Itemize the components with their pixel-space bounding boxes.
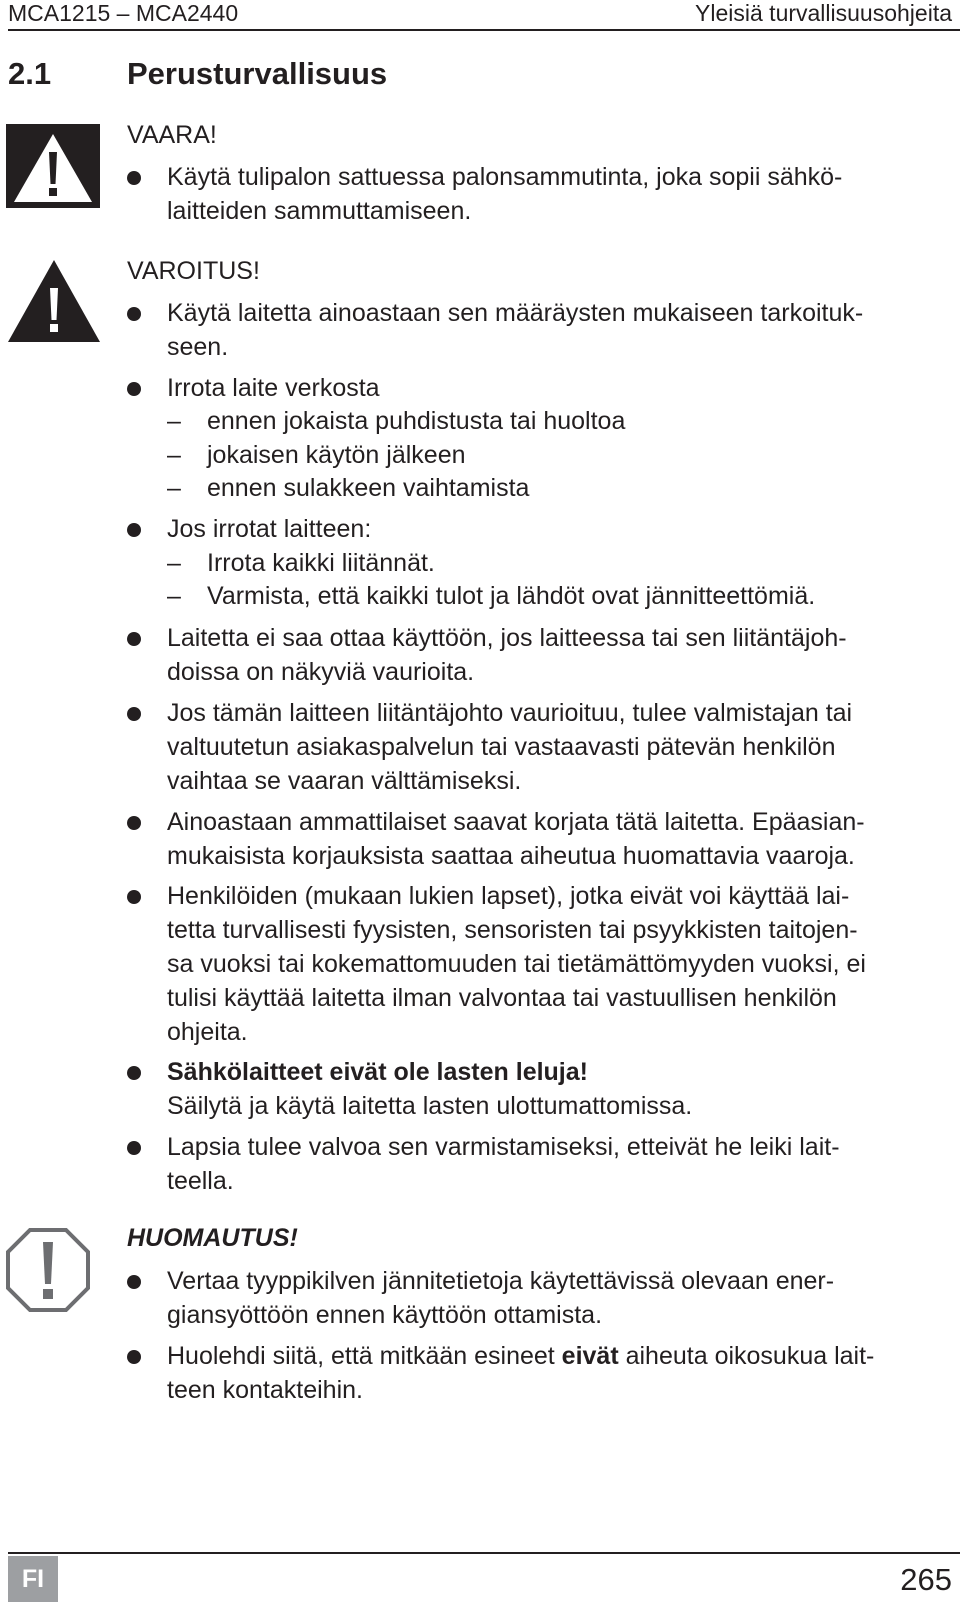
bullet-dot	[127, 171, 141, 185]
notice-item-2-pre: Huolehdi siitä, että mitkään esineet	[167, 1342, 562, 1370]
sub-text: ennen jokaista puhdistusta tai huoltoa	[207, 407, 626, 435]
danger-item-text: Käytä tulipalon sattuessa palonsammutinta, joka sopii sähkö- laitteiden sammuttamiseen.	[167, 163, 843, 225]
warning-item-6	[127, 805, 957, 873]
notice-item-2-bold: eivät	[561, 1342, 619, 1370]
bullet-dot	[127, 523, 141, 537]
bullet-dot	[127, 890, 141, 904]
warning-item-9-text: Lapsia tulee valvoa sen varmistamiseksi, etteivät he leiki lait- teella.	[167, 1133, 840, 1195]
warning-item-6-text: Ainoastaan ammattilaiset saavat korjata tätä laitetta. Epäasian- mukaisista korjauksista saattaa aiheutua huomattavia vaaroja.	[167, 808, 865, 870]
bullet-dot	[127, 707, 141, 721]
warning-item-2-text: Irrota laite verkosta	[167, 374, 380, 402]
warning-item-8-rest: Säilytä ja käytä laitetta lasten ulottumattomissa.	[167, 1092, 693, 1120]
notice-octagon-icon	[6, 1228, 90, 1312]
bullet-dot	[127, 816, 141, 830]
warning-label: VAROITUS!	[127, 257, 260, 285]
warning-item-3-sub-1: – Irrota kaikki liitännät.	[167, 546, 435, 580]
warning-item-2-sub-3: – ennen sulakkeen vaihtamista	[167, 471, 529, 505]
warning-item-4-text: Laitetta ei saa ottaa käyttöön, jos laitteessa tai sen liitäntäjoh- doissa on näkyviä vaurioita.	[167, 624, 847, 686]
notice-item-1-text: Vertaa tyyppikilven jännitetietoja käytettävissä olevaan ener- giansyöttöön ennen käyttöön ottamista.	[167, 1267, 835, 1329]
warning-item-5-text: Jos tämän laitteen liitäntäjohto vaurioituu, tulee valmistajan tai valtuutetun asiakaspalvelun tai vastaavasti pätevän henkilön vaihtaa se vaaran välttämiseksi.	[167, 699, 853, 795]
warning-item-2-sub-1: – ennen jokaista puhdistusta tai huoltoa	[167, 404, 625, 438]
warning-item-4	[127, 621, 957, 689]
bullet-dot	[127, 632, 141, 646]
notice-item-1	[127, 1264, 957, 1332]
warning-item-1	[127, 296, 957, 364]
language-badge: FI	[8, 1556, 58, 1602]
sub-text: Varmista, että kaikki tulot ja lähdöt ovat jännitteettömiä.	[207, 582, 816, 610]
page-number: 265	[900, 1562, 952, 1597]
section-number: 2.1	[8, 56, 52, 91]
header-section-name: Yleisiä turvallisuusohjeita	[695, 0, 952, 26]
sub-text: ennen sulakkeen vaihtamista	[207, 474, 530, 502]
sub-text: jokaisen käytön jälkeen	[207, 441, 466, 469]
section-title: Perusturvallisuus	[127, 56, 388, 91]
warning-item-3-sub-2: – Varmista, että kaikki tulot ja lähdöt ovat jännitteettömiä.	[167, 579, 815, 613]
notice-label: HUOMAUTUS!	[127, 1224, 298, 1252]
warning-item-1-text: Käytä laitetta ainoastaan sen määräysten mukaiseen tarkoituk- seen.	[167, 299, 864, 361]
warning-item-8-bold: Sähkölaitteet eivät ole lasten leluja!	[167, 1058, 588, 1086]
notice-item-2-text	[167, 1339, 957, 1407]
warning-item-5	[127, 696, 957, 798]
bullet-dot	[127, 1275, 141, 1289]
warning-item-2-sub-2: – jokaisen käytön jälkeen	[167, 438, 466, 472]
bullet-dot	[127, 382, 141, 396]
bullet-dot	[127, 1066, 141, 1080]
notice-item-2-post: aiheuta oikosukua lait-	[618, 1342, 875, 1370]
bullet-dot	[127, 1141, 141, 1155]
bullet-dot	[127, 1350, 141, 1364]
warning-item-3	[127, 512, 957, 546]
danger-item	[127, 160, 957, 228]
header-model: MCA1215 – MCA2440	[8, 0, 239, 26]
notice-item-2-line2: teen kontakteihin.	[167, 1376, 363, 1404]
warning-item-3-text: Jos irrotat laitteen:	[167, 515, 372, 543]
bullet-dot	[127, 307, 141, 321]
notice-item-2	[127, 1339, 957, 1407]
warning-item-7-text: Henkilöiden (mukaan lukien lapset), jotka eivät voi käyttää lai- tetta turvallisesti fyysisten, sensoristen tai psyykkisten taitojen- sa vuoksi tai kokemattomuuden tai tietämättömyyden vuoksi, ei tulisi käyttää laitetta ilman valvontaa tai vastuullisen henkilön ohjeita.	[167, 882, 866, 1046]
warning-item-7	[127, 879, 957, 1049]
header-rule	[8, 29, 960, 31]
warning-triangle-icon	[6, 258, 102, 344]
warning-item-9	[127, 1130, 957, 1198]
sub-text: Irrota kaikki liitännät.	[207, 549, 435, 577]
footer-rule	[8, 1552, 960, 1554]
warning-item-2	[127, 371, 957, 405]
warning-item-8-text	[167, 1055, 957, 1123]
danger-warning-triangle-icon	[6, 124, 100, 208]
warning-item-8	[127, 1055, 957, 1123]
danger-label: VAARA!	[127, 121, 217, 149]
